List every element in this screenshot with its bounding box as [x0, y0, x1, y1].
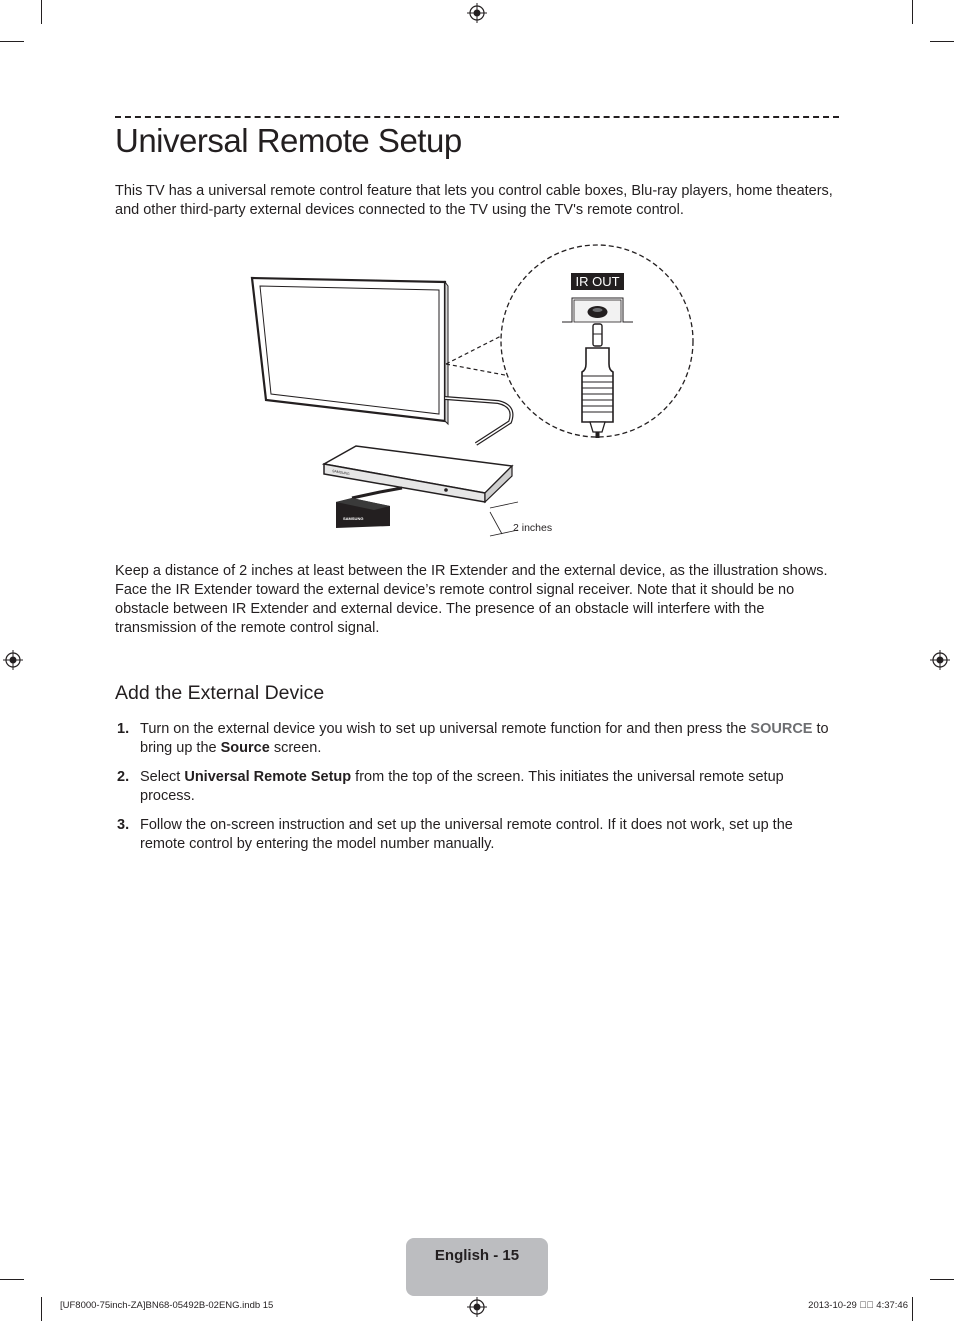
step-number: 1. [117, 721, 130, 737]
crop-mark [912, 1297, 913, 1321]
crop-mark [930, 41, 954, 42]
list-item [115, 816, 840, 854]
source-screen-label: Source [220, 740, 270, 756]
crop-mark [41, 0, 42, 24]
crop-mark [912, 0, 913, 24]
registration-mark-icon [467, 3, 487, 23]
menu-item-label: Universal Remote Setup [184, 769, 352, 785]
file-slug: [UF8000-75inch-ZA]BN68-05492B-02ENG.indb 15 [60, 1300, 274, 1311]
list-item [115, 768, 840, 806]
tv-icon [252, 278, 448, 424]
ir-extender-illustration [240, 236, 710, 546]
page-number: English - 15 [434, 1247, 520, 1264]
list-item [115, 720, 840, 758]
distance-paragraph: Keep a distance of 2 inches at least between the IR Extender and the external device, as the illustration shows. Face the IR Extender toward the external device’s remote control signal receiver. Note that it should be no obstacle between IR Extender and external device. The presence of an obstacle will interfere with the transmission of the remote control signal. [115, 563, 828, 636]
distance-label: 2 inches [513, 522, 553, 534]
steps-list [115, 720, 840, 864]
step-text: to bring up the [140, 721, 829, 756]
page-number-tab [406, 1238, 548, 1296]
title-dashed-rule [115, 116, 839, 118]
extender-brand-text: SAMSUNG [343, 516, 364, 521]
crop-mark [0, 1279, 24, 1280]
step-number: 3. [117, 817, 130, 833]
step-number: 2. [117, 769, 130, 785]
ir-extender-icon [336, 498, 390, 528]
step-text: screen. [269, 740, 322, 756]
external-device-icon [324, 446, 512, 502]
intro-paragraph: This TV has a universal remote control feature that lets you control cable boxes, Blu-ray players, home theaters, and other third-party external devices connected to the TV using the TV's remote control. [115, 183, 833, 218]
registration-mark-icon [467, 1297, 487, 1317]
crop-mark [930, 1279, 954, 1280]
page-title: Universal Remote Setup [115, 122, 462, 159]
port-label: IR OUT [575, 274, 620, 289]
registration-mark-icon [3, 650, 23, 670]
step-text: from the top of the screen. This initiates the universal remote setup process. [140, 769, 784, 804]
crop-mark [0, 41, 24, 42]
registration-mark-icon [930, 650, 950, 670]
step-text: Turn on the external device you wish to set up universal remote function for and then press the [140, 721, 751, 737]
crop-mark [41, 1297, 42, 1321]
section-title: Add the External Device [115, 682, 325, 704]
step-text: Follow the on-screen instruction and set up the universal remote control. If it does not work, set up the remote control by entering the model number manually. [140, 817, 793, 852]
step-text: Select [140, 769, 185, 785]
box-brand-text: SAMSUNG [331, 469, 350, 477]
source-button-label: SOURCE [750, 721, 813, 737]
date-slug: 2013-10-29 ￿￿ 4:37:46 [808, 1300, 908, 1311]
